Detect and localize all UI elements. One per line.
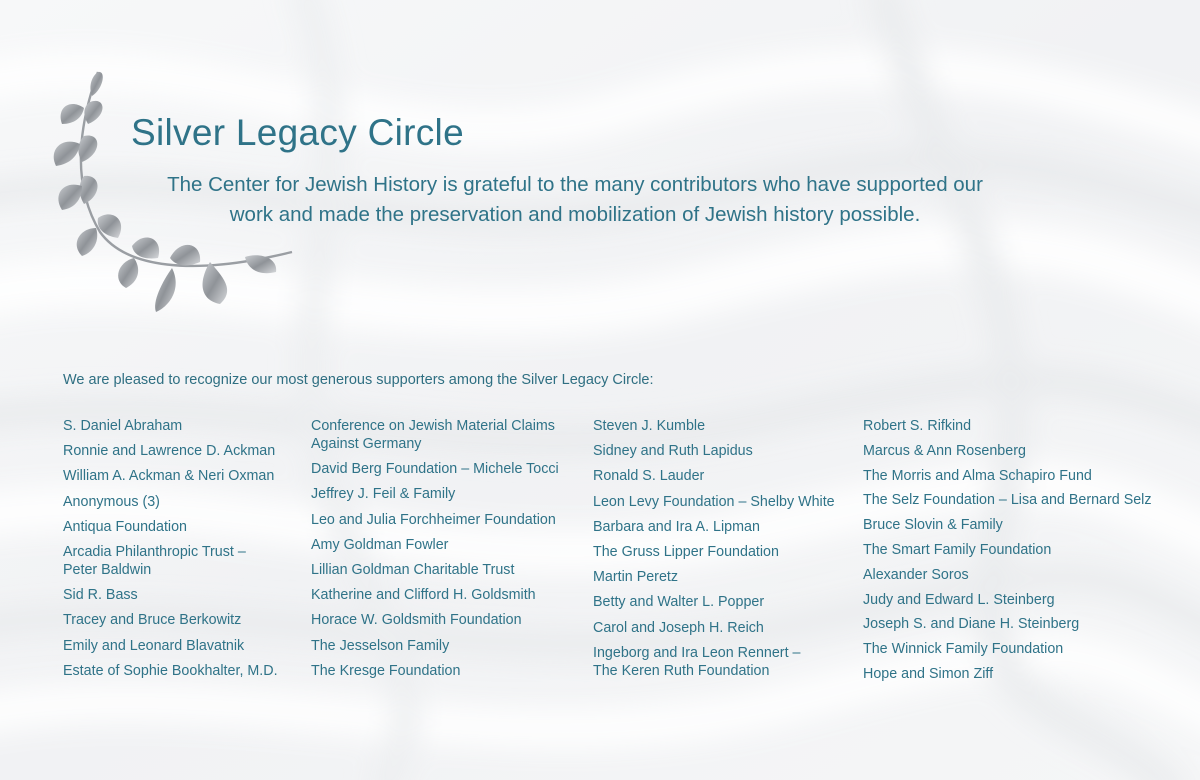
supporter-name: Arcadia Philanthropic Trust – Peter Baldwin <box>63 543 246 578</box>
supporter-name: Ronnie and Lawrence D. Ackman <box>63 443 276 460</box>
supporter-name: Jeffrey J. Feil & Family <box>311 486 456 503</box>
supporter-name: Hope and Simon Ziff <box>863 665 994 682</box>
supporter-name: Antiqua Foundation <box>63 518 188 535</box>
supporter-name: The Jesselson Family <box>311 637 450 654</box>
supporter-name: Bruce Slovin & Family <box>863 517 1003 534</box>
supporter-name: Horace W. Goldsmith Foundation <box>311 612 522 629</box>
supporter-name: The Selz Foundation – Lisa and Bernard Selz <box>863 492 1152 509</box>
supporters-column-3 <box>593 417 853 687</box>
supporter-name: William A. Ackman & Neri Oxman <box>63 468 275 485</box>
supporter-name: Barbara and Ira A. Lipman <box>593 518 760 535</box>
supporter-name: Conference on Jewish Material Claims Against Germany <box>311 418 555 452</box>
supporter-name: Tracey and Bruce Berkowitz <box>63 612 242 629</box>
supporter-name: Judy and Edward L. Steinberg <box>863 591 1055 608</box>
supporters-column-2 <box>311 417 581 687</box>
supporter-name: The Gruss Lipper Foundation <box>593 543 779 560</box>
supporter-name: Martin Peretz <box>593 569 679 586</box>
supporter-name: Sidney and Ruth Lapidus <box>593 443 753 460</box>
supporter-name: Amy Goldman Fowler <box>311 536 449 553</box>
supporter-name: Ingeborg and Ira Leon Rennert – The Keren Ruth Foundation <box>593 644 801 679</box>
supporter-name: Alexander Soros <box>863 566 969 583</box>
supporter-name: Steven J. Kumble <box>593 418 706 434</box>
supporter-name: Lillian Goldman Charitable Trust <box>311 561 515 578</box>
supporter-name: Joseph S. and Diane H. Steinberg <box>863 616 1080 633</box>
intro-text: We are pleased to recognize our most generous supporters among the Silver Legacy Circle: <box>63 372 654 388</box>
supporter-name: Katherine and Clifford H. Goldsmith <box>311 587 536 604</box>
supporter-name: The Morris and Alma Schapiro Fund <box>863 467 1092 484</box>
supporter-name: Robert S. Rifkind <box>863 418 972 434</box>
supporter-name: David Berg Foundation – Michele Tocci <box>311 461 559 478</box>
supporter-name: The Kresge Foundation <box>311 662 461 679</box>
supporters-column-4 <box>863 417 1163 690</box>
page-title: Silver Legacy Circle <box>131 112 464 153</box>
supporter-name: Betty and Walter L. Popper <box>593 594 765 611</box>
supporter-name: The Smart Family Foundation <box>863 541 1052 558</box>
supporter-name: Estate of Sophie Bookhalter, M.D. <box>63 662 278 679</box>
supporter-name: Leon Levy Foundation – Shelby White <box>593 493 835 510</box>
supporter-name: Sid R. Bass <box>63 587 138 604</box>
supporter-name: The Winnick Family Foundation <box>863 641 1064 658</box>
supporter-name: Emily and Leonard Blavatnik <box>63 637 245 654</box>
supporter-name: Ronald S. Lauder <box>593 468 705 485</box>
supporter-name: Anonymous (3) <box>63 493 160 510</box>
supporter-name: Leo and Julia Forchheimer Foundation <box>311 511 556 528</box>
supporter-name: S. Daniel Abraham <box>63 418 183 434</box>
page-subtitle: The Center for Jewish History is grateful to the many contributors who have supported our work and made the preservation and mobilization of Jewish history possible. <box>167 173 983 226</box>
supporters-column-1 <box>63 417 303 687</box>
supporter-name: Carol and Joseph H. Reich <box>593 619 764 636</box>
supporter-name: Marcus & Ann Rosenberg <box>863 442 1026 459</box>
